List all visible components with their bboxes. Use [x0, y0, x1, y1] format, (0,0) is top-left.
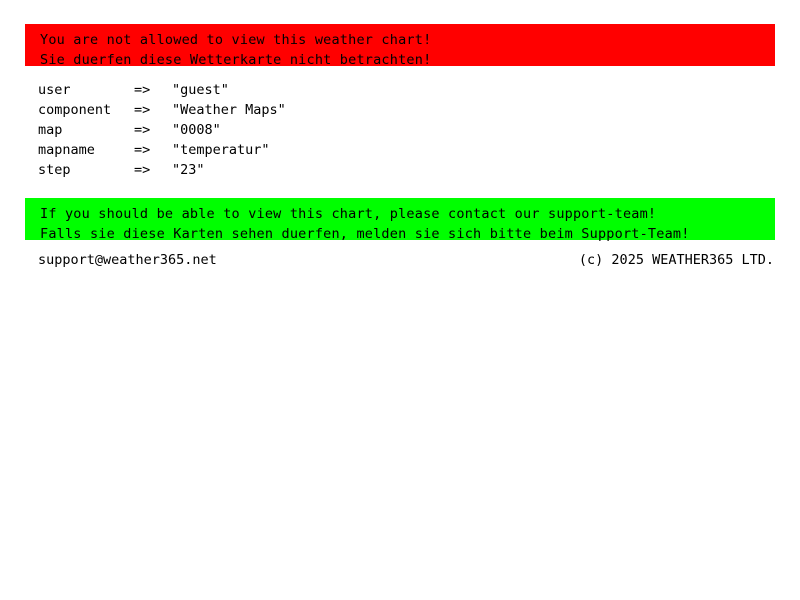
parameter-value: "guest" [172, 82, 229, 98]
parameter-value: "Weather Maps" [172, 102, 286, 118]
parameter-key: user [38, 82, 71, 98]
support-email-link[interactable]: support@weather365.net [38, 252, 217, 268]
parameter-arrow: => [134, 122, 151, 138]
parameter-key: map [38, 122, 63, 138]
parameter-arrow: => [134, 142, 151, 158]
error-banner [25, 24, 775, 66]
error-message-de: Sie duerfen diese Wetterkarte nicht betrachten! [40, 52, 432, 68]
parameter-arrow: => [134, 162, 151, 178]
parameter-arrow: => [134, 102, 151, 118]
support-message-de: Falls sie diese Karten sehen duerfen, melden sie sich bitte beim Support-Team! [40, 226, 690, 242]
parameter-row-map [38, 120, 738, 140]
parameter-list [38, 80, 738, 180]
footer [38, 250, 774, 270]
parameter-key: component [38, 102, 112, 118]
parameter-row-user [38, 80, 738, 100]
support-banner [25, 198, 775, 240]
parameter-value: "23" [172, 162, 205, 178]
parameter-value: "0008" [172, 122, 221, 138]
support-message-en: If you should be able to view this chart, please contact our support-team! [40, 206, 657, 222]
copyright-text: (c) 2025 WEATHER365 LTD. [578, 252, 774, 268]
parameter-row-component [38, 100, 738, 120]
parameter-row-mapname [38, 140, 738, 160]
parameter-row-step [38, 160, 738, 180]
parameter-key: mapname [38, 142, 95, 158]
parameter-arrow: => [134, 82, 151, 98]
parameter-value: "temperatur" [172, 142, 270, 158]
error-message-en: You are not allowed to view this weather chart! [40, 32, 432, 48]
parameter-key: step [38, 162, 71, 178]
